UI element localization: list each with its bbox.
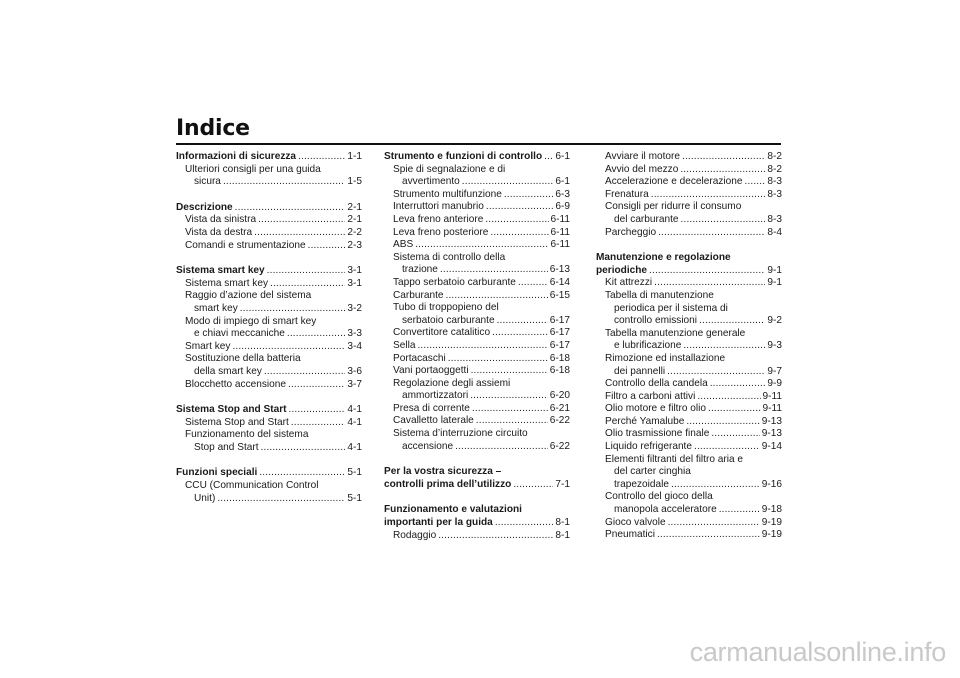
- toc-section-7: [384, 466, 570, 491]
- toc-entry[interactable]: Sistema smart key ..... 3-1: [176, 278, 362, 291]
- page-title: Indice: [176, 116, 250, 141]
- title-rule: [176, 143, 781, 145]
- toc-entry[interactable]: dei pannelli ..... 9-7: [596, 366, 782, 379]
- toc-entry-text: Funzionamento del sistema: [185, 429, 309, 441]
- toc-entry[interactable]: trazione ..... 6-13: [384, 264, 570, 277]
- toc-entry[interactable]: trapezoidale ..... 9-16: [596, 479, 782, 492]
- toc-entry-text: CCU (Communication Control: [185, 480, 319, 492]
- toc-entry[interactable]: Vista da destra ..... 2-2: [176, 227, 362, 240]
- toc-chapter-entry[interactable]: Descrizione ..... 2-1: [176, 202, 362, 215]
- toc-chapter-entry[interactable]: controlli prima dell’utilizzo ..... 7-1: [384, 479, 570, 492]
- toc-section-2: [176, 202, 362, 252]
- toc-entry[interactable]: Vani portaoggetti ..... 6-18: [384, 365, 570, 378]
- toc-entry-text: del carter cinghia: [614, 466, 691, 478]
- toc-entry[interactable]: Filtro a carboni attivi ..... 9-11: [596, 391, 782, 404]
- toc-entry-text: Ulteriori consigli per una guida: [185, 163, 321, 175]
- toc-entry[interactable]: Strumento multifunzione ..... 6-3: [384, 189, 570, 202]
- toc-section-3: [176, 265, 362, 391]
- toc-entry[interactable]: avvertimento ..... 6-1: [384, 176, 570, 189]
- toc-chapter-entry[interactable]: Sistema smart key ..... 3-1: [176, 265, 362, 278]
- toc-entry[interactable]: Accelerazione e decelerazione ..... 8-3: [596, 176, 782, 189]
- toc-entry[interactable]: Vista da sinistra ..... 2-1: [176, 214, 362, 227]
- toc-entry[interactable]: Parcheggio ..... 8-4: [596, 227, 782, 240]
- toc-chapter-heading: Per la vostra sicurezza –: [384, 466, 502, 478]
- toc-entry[interactable]: ABS ..... 6-11: [384, 239, 570, 252]
- toc-entry[interactable]: Olio motore e filtro olio ..... 9-11: [596, 403, 782, 416]
- toc-entry[interactable]: Gioco valvole ..... 9-19: [596, 517, 782, 530]
- toc-section-4: [176, 404, 362, 454]
- toc-entry[interactable]: Convertitore catalitico ..... 6-17: [384, 327, 570, 340]
- toc-entry-text: Controllo del gioco della: [605, 491, 713, 503]
- toc-entry[interactable]: Rodaggio ..... 8-1: [384, 530, 570, 543]
- toc-entry[interactable]: Avviare il motore ..... 8-2: [596, 151, 782, 164]
- toc-entry[interactable]: della smart key ..... 3-6: [176, 366, 362, 379]
- toc-entry[interactable]: smart key ..... 3-2: [176, 303, 362, 316]
- toc-entry-text: periodica per il sistema di: [614, 302, 728, 314]
- toc-section-9: [596, 252, 782, 542]
- toc-entry[interactable]: accensione ..... 6-22: [384, 441, 570, 454]
- toc-entry[interactable]: sicura ..... 1-5: [176, 176, 362, 189]
- toc-section-8: [384, 504, 570, 542]
- toc-entry-text: Consigli per ridurre il consumo: [605, 201, 742, 213]
- toc-entry[interactable]: Perché Yamalube ..... 9-13: [596, 416, 782, 429]
- toc-section-8-continued: [596, 151, 782, 239]
- toc-column-3: [596, 151, 782, 542]
- toc-entry-text: Raggio d’azione del sistema: [185, 290, 312, 302]
- toc-chapter-heading: Manutenzione e regolazione: [596, 252, 731, 264]
- toc-entry[interactable]: Unit) ..... 5-1: [176, 493, 362, 506]
- toc-entry[interactable]: controllo emissioni ..... 9-2: [596, 315, 782, 328]
- toc-entry-text: Modo di impiego di smart key: [185, 315, 317, 327]
- toc-entry[interactable]: Comandi e strumentazione ..... 2-3: [176, 240, 362, 253]
- toc-entry[interactable]: Olio trasmissione finale ..... 9-13: [596, 428, 782, 441]
- toc-column-1: [176, 151, 362, 505]
- toc-entry-text: Sistema di controllo della: [393, 251, 506, 263]
- toc-entry[interactable]: Sella ..... 6-17: [384, 340, 570, 353]
- toc-entry[interactable]: Interruttori manubrio ..... 6-9: [384, 201, 570, 214]
- toc-entry[interactable]: Frenatura ..... 8-3: [596, 189, 782, 202]
- toc-section-5: [176, 467, 362, 505]
- toc-entry-text: Tubo di troppopieno del: [393, 302, 499, 314]
- toc-entry[interactable]: e lubrificazione ..... 9-3: [596, 340, 782, 353]
- toc-entry[interactable]: Avvio del mezzo ..... 8-2: [596, 164, 782, 177]
- toc-column-2: [384, 151, 570, 542]
- toc-chapter-entry[interactable]: importanti per la guida ..... 8-1: [384, 517, 570, 530]
- toc-entry-text: Regolazione degli assiemi: [393, 377, 511, 389]
- toc-entry[interactable]: Smart key ..... 3-4: [176, 341, 362, 354]
- toc-entry[interactable]: Kit attrezzi ..... 9-1: [596, 277, 782, 290]
- toc-entry[interactable]: Liquido refrigerante ..... 9-14: [596, 441, 782, 454]
- toc-entry-text: Tabella di manutenzione: [605, 289, 714, 301]
- toc-section-1: [176, 151, 362, 189]
- toc-entry[interactable]: Presa di corrente ..... 6-21: [384, 403, 570, 416]
- toc-entry[interactable]: Portacaschi ..... 6-18: [384, 353, 570, 366]
- toc-entry[interactable]: Stop and Start ..... 4-1: [176, 442, 362, 455]
- toc-entry[interactable]: Leva freno posteriore ..... 6-11: [384, 227, 570, 240]
- watermark: carmanualsonline.info: [689, 637, 946, 667]
- toc-entry-text: Elementi filtranti del filtro aria e: [605, 453, 744, 465]
- toc-entry-text: Spie di segnalazione e di: [393, 163, 506, 175]
- toc-chapter-entry[interactable]: periodiche ..... 9-1: [596, 265, 782, 278]
- toc-entry[interactable]: Pneumatici ..... 9-19: [596, 529, 782, 542]
- toc-chapter-entry[interactable]: Informazioni di sicurezza ..... 1-1: [176, 151, 362, 164]
- toc-entry[interactable]: Carburante ..... 6-15: [384, 290, 570, 303]
- toc-entry-text: Tabella manutenzione generale: [605, 327, 746, 339]
- toc-entry[interactable]: Sistema Stop and Start ..... 4-1: [176, 417, 362, 430]
- toc-entry[interactable]: serbatoio carburante ..... 6-17: [384, 315, 570, 328]
- toc-entry-text: Sostituzione della batteria: [185, 353, 301, 365]
- toc-entry[interactable]: del carburante ..... 8-3: [596, 214, 782, 227]
- toc-chapter-heading: Funzionamento e valutazioni: [384, 504, 522, 516]
- toc-section-6: [384, 151, 570, 453]
- toc-entry-text: Rimozione ed installazione: [605, 352, 726, 364]
- toc-chapter-entry[interactable]: Sistema Stop and Start ..... 4-1: [176, 404, 362, 417]
- toc-entry[interactable]: Tappo serbatoio carburante ..... 6-14: [384, 277, 570, 290]
- toc-entry[interactable]: ammortizzatori ..... 6-20: [384, 390, 570, 403]
- toc-entry-text: Sistema d’interruzione circuito: [393, 428, 528, 440]
- toc-entry[interactable]: e chiavi meccaniche ..... 3-3: [176, 328, 362, 341]
- toc-chapter-entry[interactable]: Funzioni speciali ..... 5-1: [176, 467, 362, 480]
- toc-entry[interactable]: Blocchetto accensione ..... 3-7: [176, 379, 362, 392]
- toc-entry[interactable]: manopola acceleratore ..... 9-18: [596, 504, 782, 517]
- toc-chapter-entry[interactable]: Strumento e funzioni di controllo ..... 6-1: [384, 151, 570, 164]
- toc-entry[interactable]: Controllo della candela ..... 9-9: [596, 378, 782, 391]
- toc-entry[interactable]: Leva freno anteriore ..... 6-11: [384, 214, 570, 227]
- toc-entry[interactable]: Cavalletto laterale ..... 6-22: [384, 415, 570, 428]
